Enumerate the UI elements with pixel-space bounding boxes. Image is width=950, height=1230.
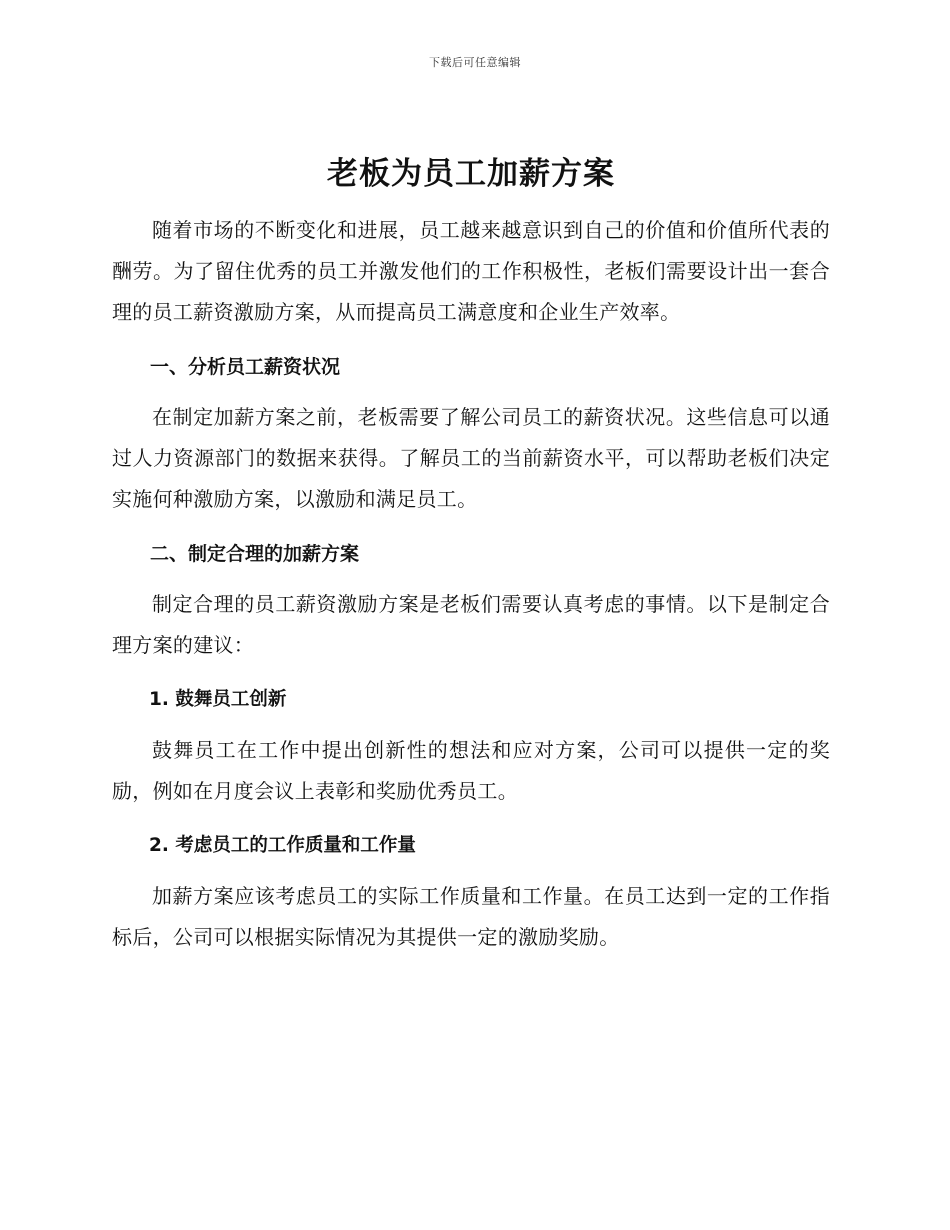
document-body <box>112 148 830 958</box>
page-header-note: 下载后可任意编辑 <box>429 56 521 69</box>
section-heading-raise-plan: 二、制定合理的加薪方案 <box>150 543 360 565</box>
section-heading-analyze-salary: 一、分析员工薪资状况 <box>150 356 341 378</box>
section-paragraph-analyze-salary: 在制定加薪方案之前，老板需要了解公司员工的薪资状况。这些信息可以通过人力资源部门的数据来获得。了解员工的当前薪资水平，可以帮助老板们决定实施何种激励方案，以激励和满足员工。 <box>112 405 830 511</box>
subsection-paragraph-work-quality: 加薪方案应该考虑员工的实际工作质量和工作量。在员工达到一定的工作指标后，公司可以根据实际情况为其提供一定的激励奖励。 <box>112 884 830 949</box>
intro-paragraph: 随着市场的不断变化和进展，员工越来越意识到自己的价值和价值所代表的酬劳。为了留住优秀的员工并激发他们的工作积极性，老板们需要设计出一套合理的员工薪资激励方案，从而提高员工满意度和企业生产效率。 <box>112 218 830 324</box>
subsection-paragraph-innovation: 鼓舞员工在工作中提出创新性的想法和应对方案，公司可以提供一定的奖励，例如在月度会议上表彰和奖励优秀员工。 <box>112 738 830 803</box>
section-paragraph-raise-plan: 制定合理的员工薪资激励方案是老板们需要认真考虑的事情。以下是制定合理方案的建议： <box>112 592 830 657</box>
subsection-heading-innovation: 1. 鼓舞员工创新 <box>149 689 287 710</box>
document-title: 老板为员工加薪方案 <box>327 156 615 192</box>
subsection-heading-work-quality: 2. 考虑员工的工作质量和工作量 <box>149 835 416 856</box>
